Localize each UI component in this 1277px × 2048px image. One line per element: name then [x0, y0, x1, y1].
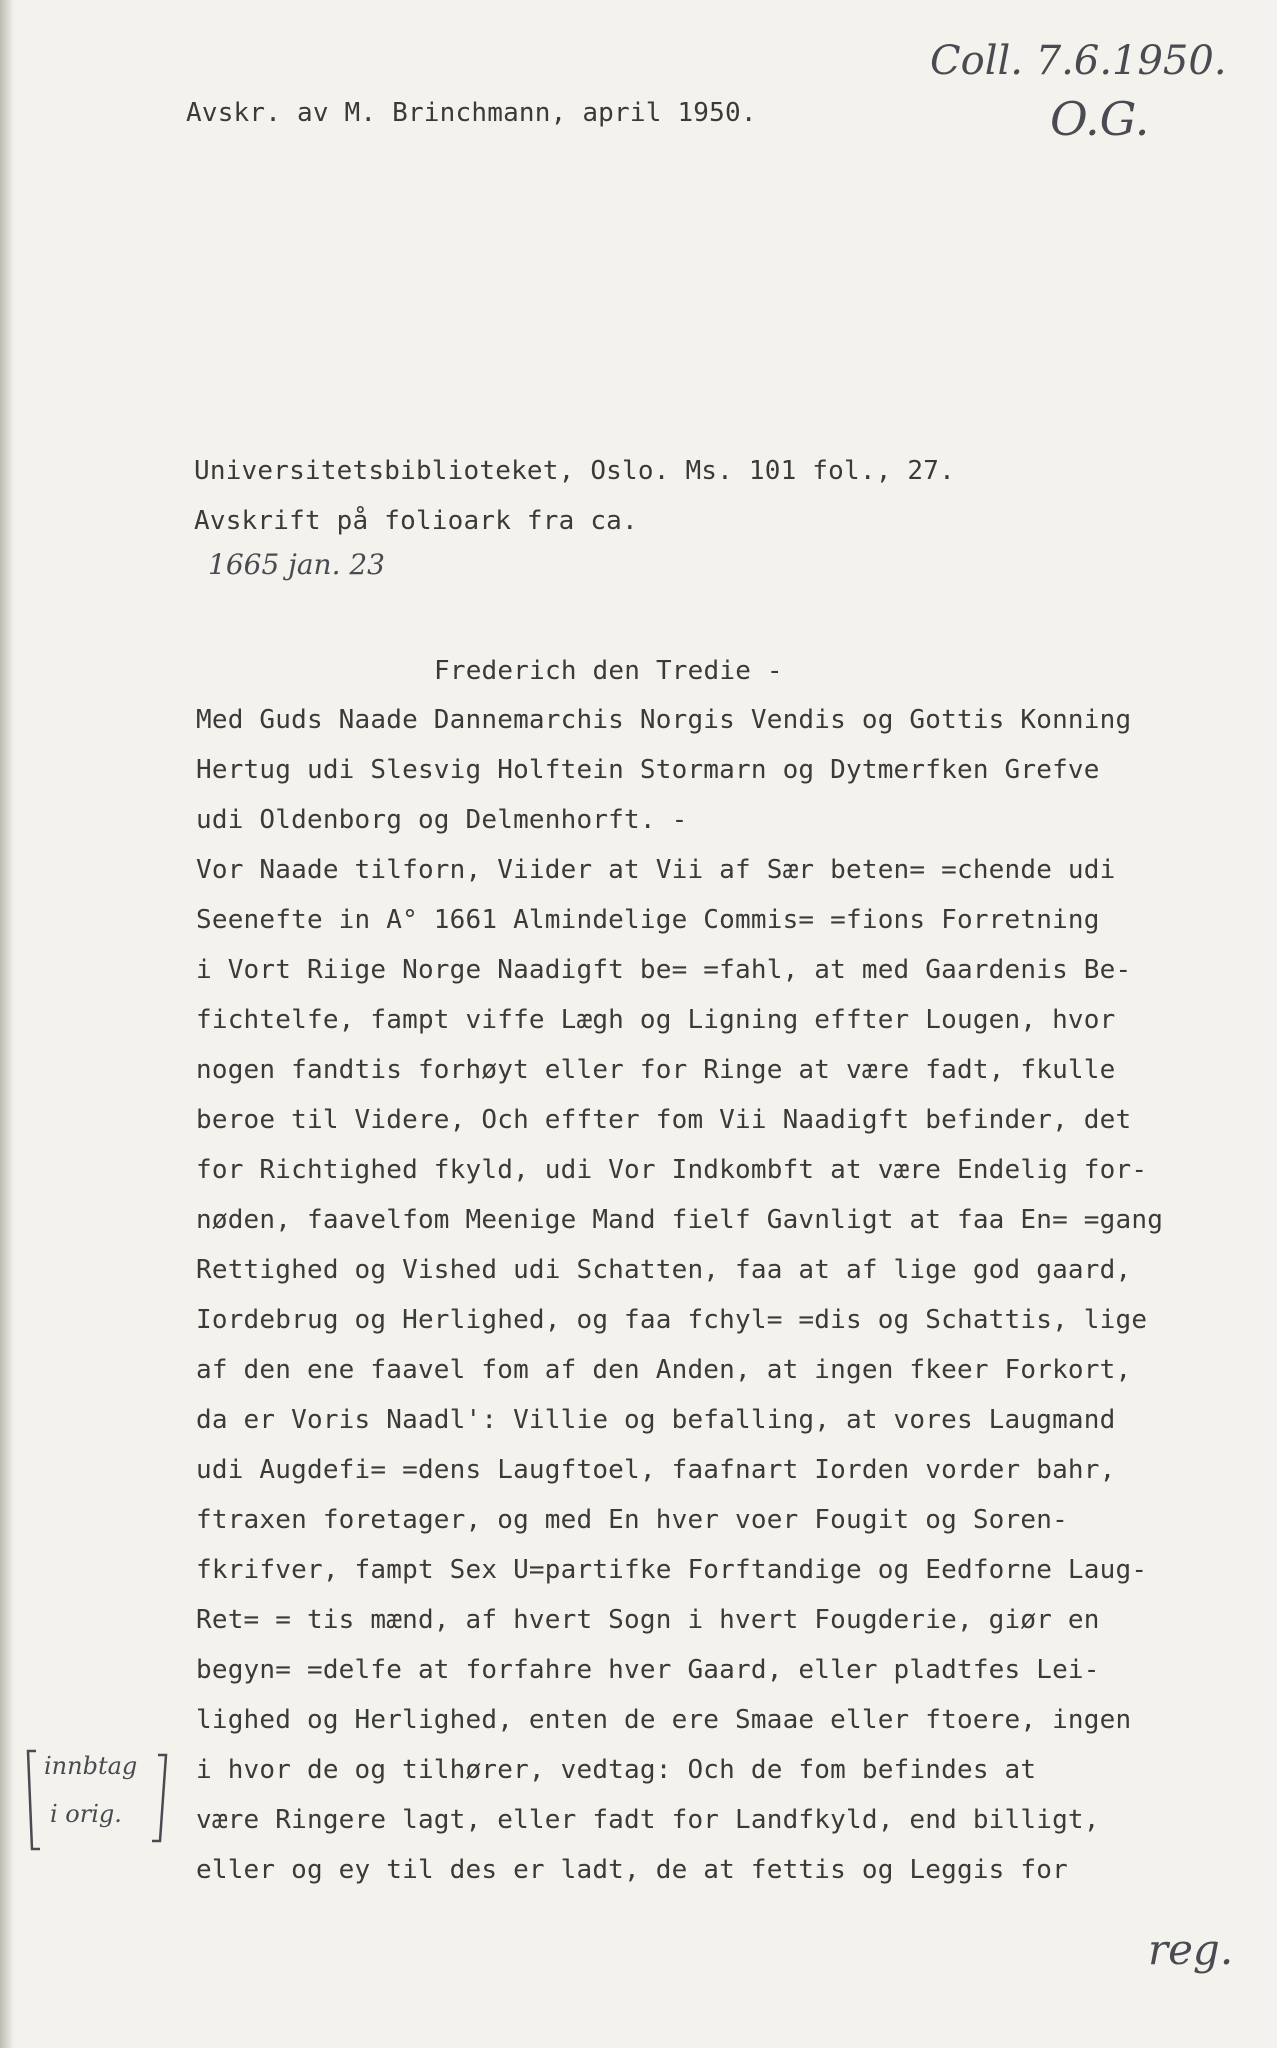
collated-note: Coll. 7.6.1950.: [930, 38, 1227, 84]
text-line: Vor Naade tilforn, Viider at Vii af Sær beten= =chende udi: [196, 855, 1116, 885]
text-line: Seenefte in A° 1661 Almindelige Commis= =fions Forretning: [196, 905, 1100, 935]
text-line: eller og ey til des er ladt, de at fettis og Leggis for: [196, 1855, 1068, 1885]
text-line: nøden, faavelfom Meenige Mand fielf Gavnligt at faa En= =gang: [196, 1205, 1164, 1235]
text-line: Med Guds Naade Dannemarchis Norgis Vendis og Gottis Konning: [196, 705, 1132, 735]
text-line: da er Voris Naadl': Villie og befalling, at vores Laugmand: [196, 1405, 1116, 1435]
source-line-1: Universitetsbiblioteket, Oslo. Ms. 101 fol., 27.: [194, 456, 955, 486]
text-line: Iordebrug og Herlighed, og faa fchyl= =dis og Schattis, lige: [196, 1305, 1148, 1335]
text-line: Hertug udi Slesvig Holftein Stormarn og Dytmerfken Grefve: [196, 755, 1100, 785]
text-line: være Ringere lagt, eller fadt for Landfkyld, end billigt,: [196, 1805, 1100, 1835]
text-line: begyn= =delfe at forfahre hver Gaard, eller pladtfes Lei-: [196, 1655, 1100, 1685]
text-line: af den ene faavel fom af den Anden, at ingen fkeer Forkort,: [196, 1355, 1132, 1385]
source-line-2: Avskrift på folioark fra ca.: [194, 506, 638, 536]
text-line: nogen fandtis forhøyt eller for Ringe at være fadt, fkulle: [196, 1055, 1116, 1085]
text-line: for Richtighed fkyld, udi Vor Indkombft at være Endelig for-: [196, 1155, 1148, 1185]
text-line: beroe til Videre, Och effter fom Vii Naadigft befinder, det: [196, 1105, 1132, 1135]
text-line: fichtelfe, fampt viffe Lægh og Ligning effter Lougen, hvor: [196, 1005, 1116, 1035]
margin-note-line-2: i orig.: [50, 1800, 122, 1828]
transcription-note: Avskr. av M. Brinchmann, april 1950.: [186, 98, 757, 128]
initials: O.G.: [1050, 92, 1150, 146]
footer-note: reg.: [1148, 1925, 1234, 1974]
handwritten-date: 1665 jan. 23: [208, 548, 385, 581]
page-edge-shadow: [0, 0, 14, 2048]
text-line: Rettighed og Vished udi Schatten, faa at af lige god gaard,: [196, 1255, 1132, 1285]
text-line: udi Augdefi= =dens Laugftoel, faafnart Iorden vorder bahr,: [196, 1455, 1116, 1485]
text-line: i hvor de og tilhører, vedtag: Och de fom befindes at: [196, 1755, 1037, 1785]
text-line: fkrifver, fampt Sex U=partifke Forftandige og Eedforne Laug-: [196, 1555, 1148, 1585]
text-line: Ret= = tis mænd, af hvert Sogn i hvert Fougderie, giør en: [196, 1605, 1100, 1635]
document-heading: Frederich den Tredie -: [434, 656, 783, 686]
text-line: lighed og Herlighed, enten de ere Smaae eller ftoere, ingen: [196, 1705, 1132, 1735]
text-line: ftraxen foretager, og med En hver voer Fougit og Soren-: [196, 1505, 1068, 1535]
text-line: udi Oldenborg og Delmenhorft. -: [196, 805, 688, 835]
text-line: i Vort Riige Norge Naadigft be= =fahl, at med Gaardenis Be-: [196, 955, 1132, 985]
margin-note-line-1: innbtag: [44, 1752, 138, 1780]
